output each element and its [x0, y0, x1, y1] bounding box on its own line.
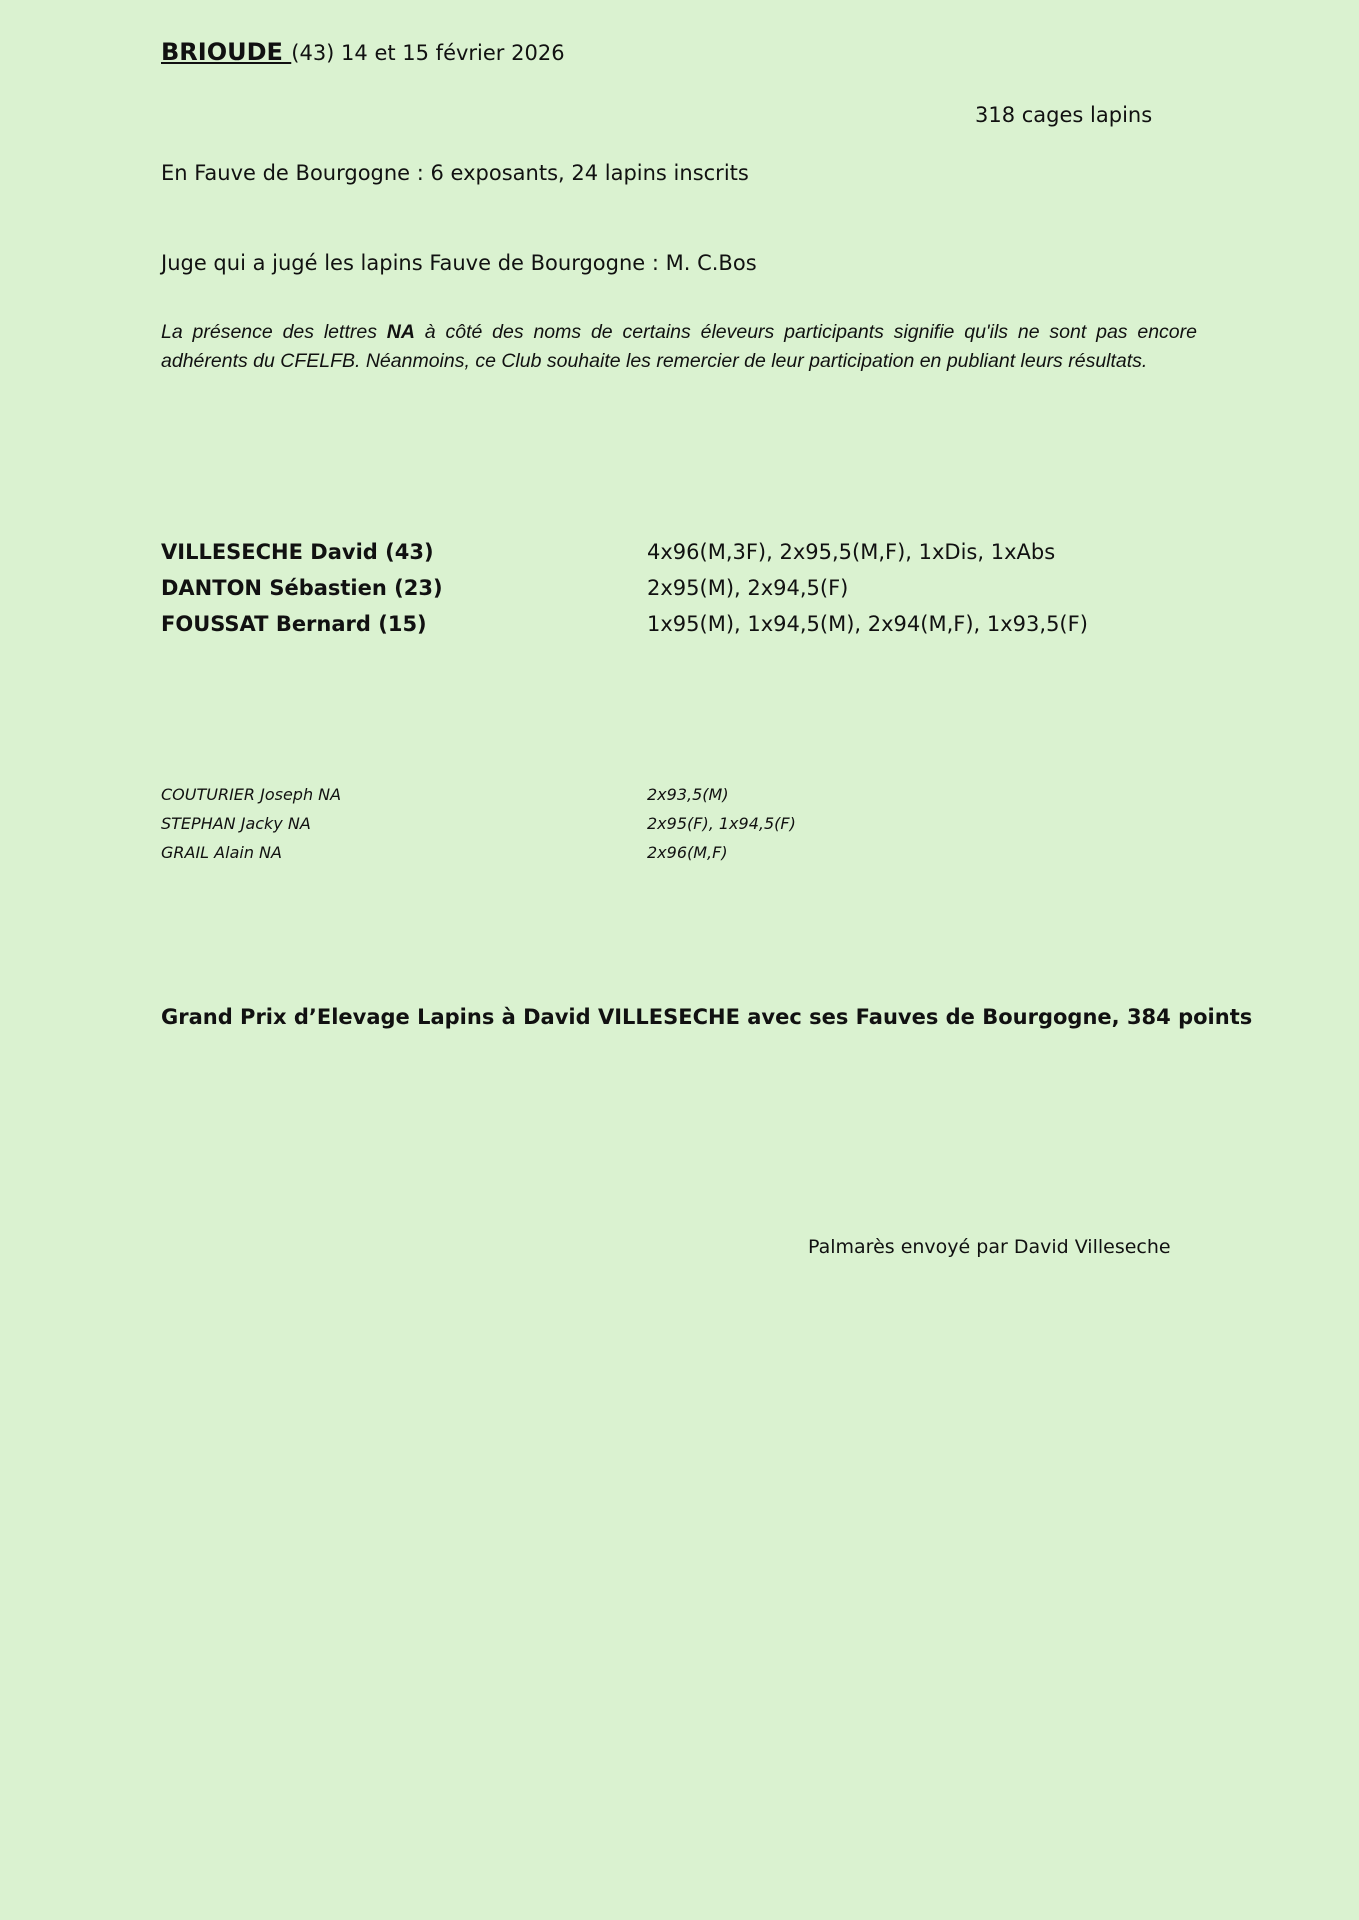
- na-note: [161, 318, 1197, 376]
- result-row: [161, 534, 1088, 570]
- result-row: [161, 809, 796, 838]
- breeder-results: 2x93,5(M): [647, 785, 729, 804]
- breeder-name: VILLESECHE David (43): [161, 540, 434, 564]
- breeder-results: 4x96(M,3F), 2x95,5(M,F), 1xDis, 1xAbs: [647, 540, 1056, 564]
- breeder-name: GRAIL Alain NA: [161, 843, 282, 862]
- breed-summary: En Fauve de Bourgogne : 6 exposants, 24 lapins inscrits: [161, 161, 749, 185]
- result-row: [161, 570, 1088, 606]
- breeder-name: DANTON Sébastien (23): [161, 576, 443, 600]
- grand-prix: Grand Prix d’Elevage Lapins à David VILLESECHE avec ses Fauves de Bourgogne, 384 points: [161, 1005, 1253, 1029]
- sender-credit: Palmarès envoyé par David Villeseche: [808, 1236, 1171, 1258]
- breeder-results: 2x95(M), 2x94,5(F): [647, 576, 849, 600]
- judge-line: Juge qui a jugé les lapins Fauve de Bourgogne : M. C.Bos: [161, 251, 757, 275]
- breeder-results: 2x95(F), 1x94,5(F): [647, 814, 796, 833]
- result-row: [161, 606, 1088, 642]
- page-title: [161, 38, 565, 66]
- result-row: [161, 838, 796, 867]
- na-note-before: La présence des lettres: [161, 321, 387, 343]
- na-note-bold: NA: [386, 321, 415, 343]
- show-city: BRIOUDE: [161, 38, 292, 66]
- breeder-name: FOUSSAT Bernard (15): [161, 612, 427, 636]
- breeder-name: STEPHAN Jacky NA: [161, 814, 311, 833]
- breeder-results: 1x95(M), 1x94,5(M), 2x94(M,F), 1x93,5(F): [647, 612, 1088, 636]
- cage-count: 318 cages lapins: [975, 103, 1153, 127]
- show-details: (43) 14 et 15 février 2026: [291, 41, 565, 65]
- member-results: [161, 534, 1088, 642]
- breeder-name: COUTURIER Joseph NA: [161, 785, 342, 804]
- na-note-after: à côté des noms de certains éleveurs participants signifie qu'ils ne sont pas encore adhérents du CFELFB. Néanmoins, ce Club souhaite les remercier de leur participation en publiant leurs résultats.: [161, 321, 1197, 372]
- breeder-results: 2x96(M,F): [647, 843, 728, 862]
- result-row: [161, 780, 796, 809]
- non-member-results: [161, 780, 796, 867]
